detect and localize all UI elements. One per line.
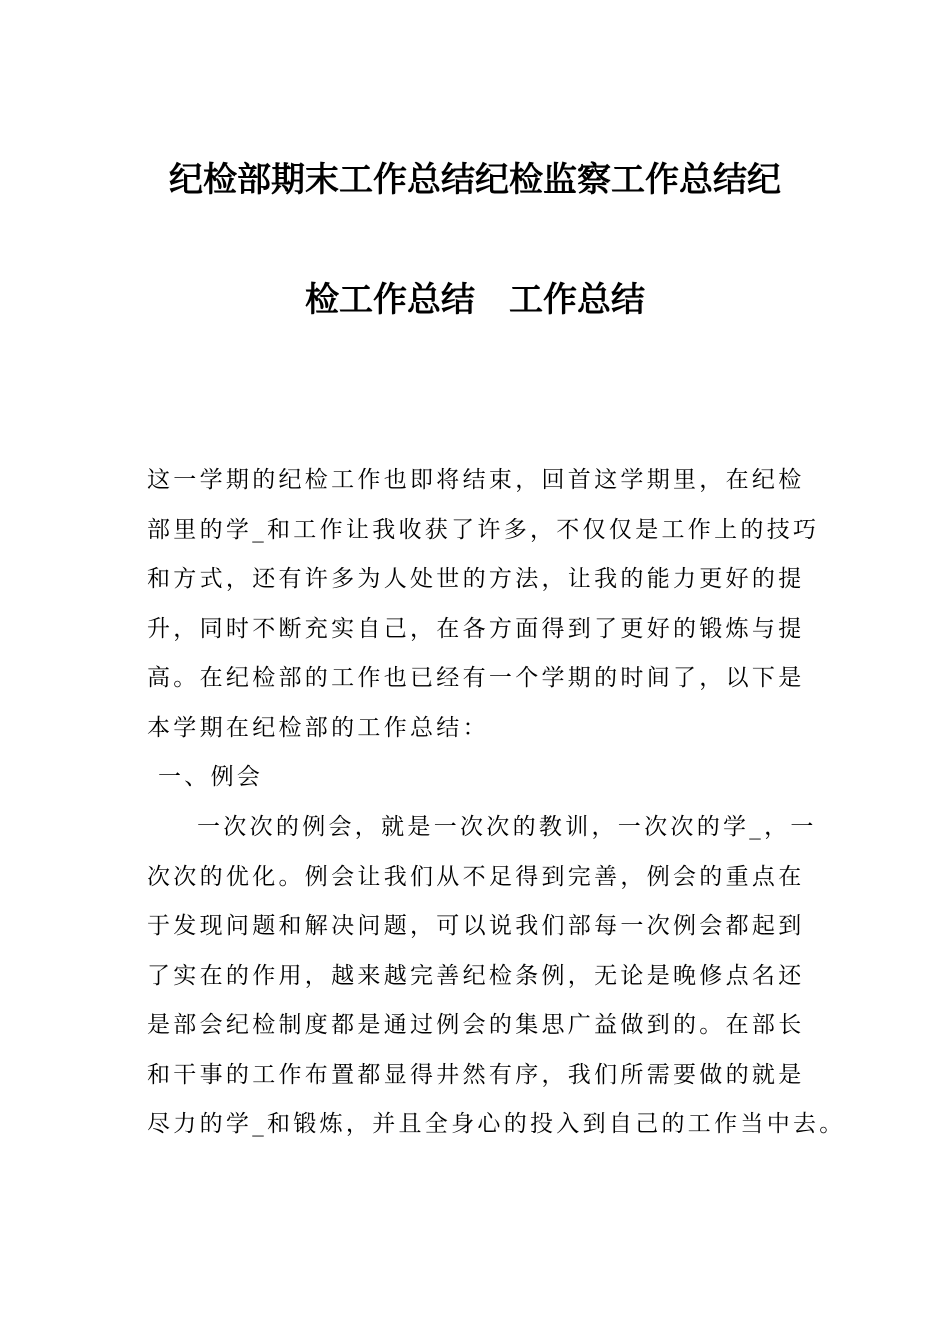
intro-line: 高。在纪检部的工作也已经有一个学期的时间了，以下是 — [147, 665, 805, 691]
intro-line: 这一学期的纪检工作也即将结束，回首这学期里，在纪检 — [147, 467, 805, 493]
meetings-line: 和干事的工作布置都显得井然有序，我们所需要做的就是 — [147, 1061, 805, 1088]
meetings-line: 尽力的学_和锻炼，并且全身心的投入到自己的工作当中去。 — [147, 1111, 846, 1137]
meetings-paragraph — [147, 803, 846, 1150]
document-title-line-2: 检工作总结 工作总结 — [305, 280, 645, 320]
meetings-line: 次次的优化。例会让我们从不足得到完善，例会的重点在 — [147, 863, 805, 890]
intro-line: 升，同时不断充实自己，在各方面得到了更好的锻炼与提 — [147, 615, 805, 642]
meetings-line: 是部会纪检制度都是通过例会的集思广益做到的。在部长 — [147, 1012, 805, 1038]
section-heading-meetings: 一、例会 — [158, 764, 264, 790]
intro-line: 本学期在纪检部的工作总结： — [147, 714, 489, 741]
meetings-line: 了实在的作用，越来越完善纪检条例，无论是晚修点名还 — [147, 962, 805, 989]
meetings-line: 于发现问题和解决问题，可以说我们部每一次例会都起到 — [147, 913, 805, 939]
intro-line: 和方式，还有许多为人处世的方法，让我的能力更好的提 — [147, 566, 805, 592]
intro-line: 部里的学_和工作让我收获了许多，不仅仅是工作上的技巧 — [147, 516, 820, 543]
document-title-line-1: 纪检部期末工作总结纪检监察工作总结纪 — [169, 160, 781, 200]
intro-paragraph — [147, 456, 820, 753]
meetings-line: 一次次的例会，就是一次次的教训，一次次的学_，一 — [197, 814, 817, 840]
